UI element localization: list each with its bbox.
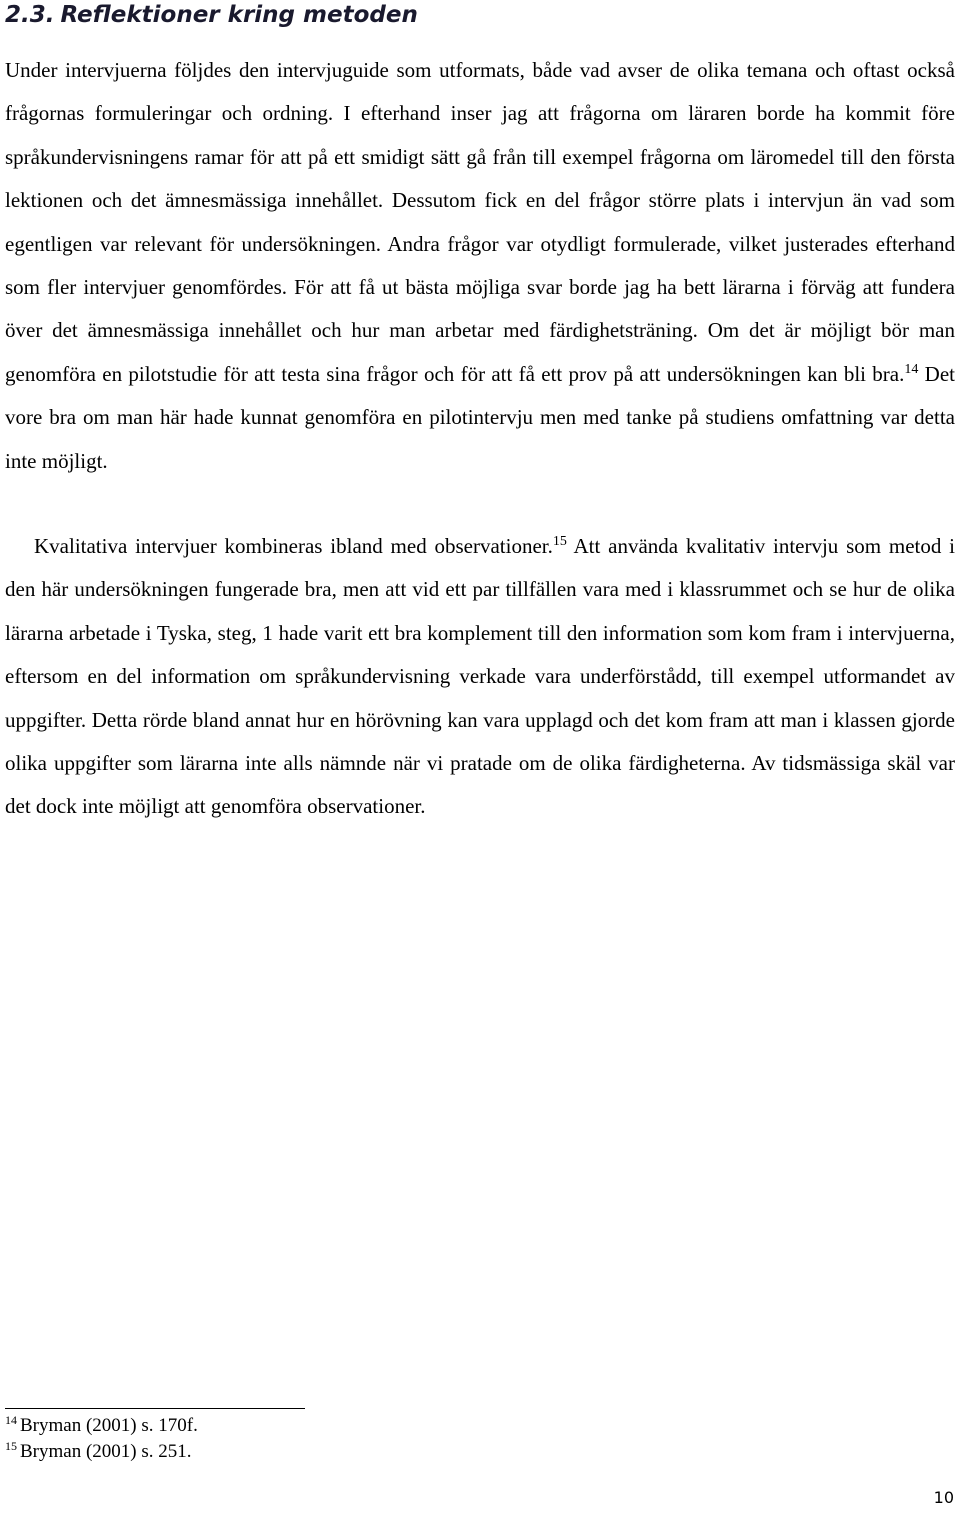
footnote-item [5,1439,198,1465]
footnote-item [5,1413,198,1439]
footnote-text: Bryman (2001) s. 251. [20,1441,192,1462]
section-number: 2.3. [5,2,55,28]
paragraph-text: Det vore bra om man här hade kunnat genomföra en pilotintervju men med tanke på studiens omfattning var detta inte möjligt. [5,361,955,473]
footnote-number: 15 [5,1439,17,1453]
footnote-reference[interactable]: 15 [552,534,567,549]
page-number: 10 [933,1488,954,1507]
paragraph-text: Under intervjuerna följdes den intervjuguide som utformats, både vad avser de olika temana och oftast också frågornas formuleringar och ordning. I efterhand inser jag att frågorna om läraren borde ha kommit före språkundervisningens ramar för att på ett smidigt sätt gå från till exempel frågorna om läromedel till den första lektionen och det ämnesmässiga innehållet. Dessutom fick en del frågor större plats i intervjun än vad som egentligen var relevant för undersökningen. Andra frågor var otydligt formulerade, vilket justerades efterhand som fler intervjuer genomfördes. För att få ut bästa möjliga svar borde jag ha bett lärarna i förväg att fundera över det ämnesmässiga innehållet och hur man arbetar med färdighetsträning. Om det är möjligt bör man genomföra en pilotstudie för att testa sina frågor och för att få ett prov på att undersökningen kan bli bra. [5,58,955,386]
footnote-number: 14 [5,1413,17,1427]
paragraph-text: Kvalitativa intervjuer kombineras ibland med observationer. [34,534,553,558]
footnote-reference[interactable]: 14 [904,361,919,377]
footnotes [5,1413,198,1465]
paragraph-1 [5,49,955,483]
footnote-text: Bryman (2001) s. 170f. [20,1415,198,1436]
footnote-separator [5,1408,305,1409]
paragraph-text: Att använda kvalitativ intervju som metod i den här undersökningen fungerade bra, men att vid ett par tillfällen vara med i klassrummet och se hur de olika lärarna arbetade i Tyska, steg, 1 hade varit ett bra komplement till den information som kom fram i intervjuerna, eftersom en del information om språkundervisning verkade vara underförstådd, till exempel utformandet av uppgifter. Detta rörde bland annat hur en hörövning kan vara upplagd och det kom fram att man i klassen gjorde olika uppgifter som lärarna inte alls nämnde när vi pratade om de olika färdigheterna. Av tidsmässiga skäl var det dock inte möjligt att genomföra observationer. [5,534,955,819]
section-heading [5,0,418,30]
section-title: Reflektioner kring metoden [60,2,418,28]
paragraph-2 [5,525,955,829]
